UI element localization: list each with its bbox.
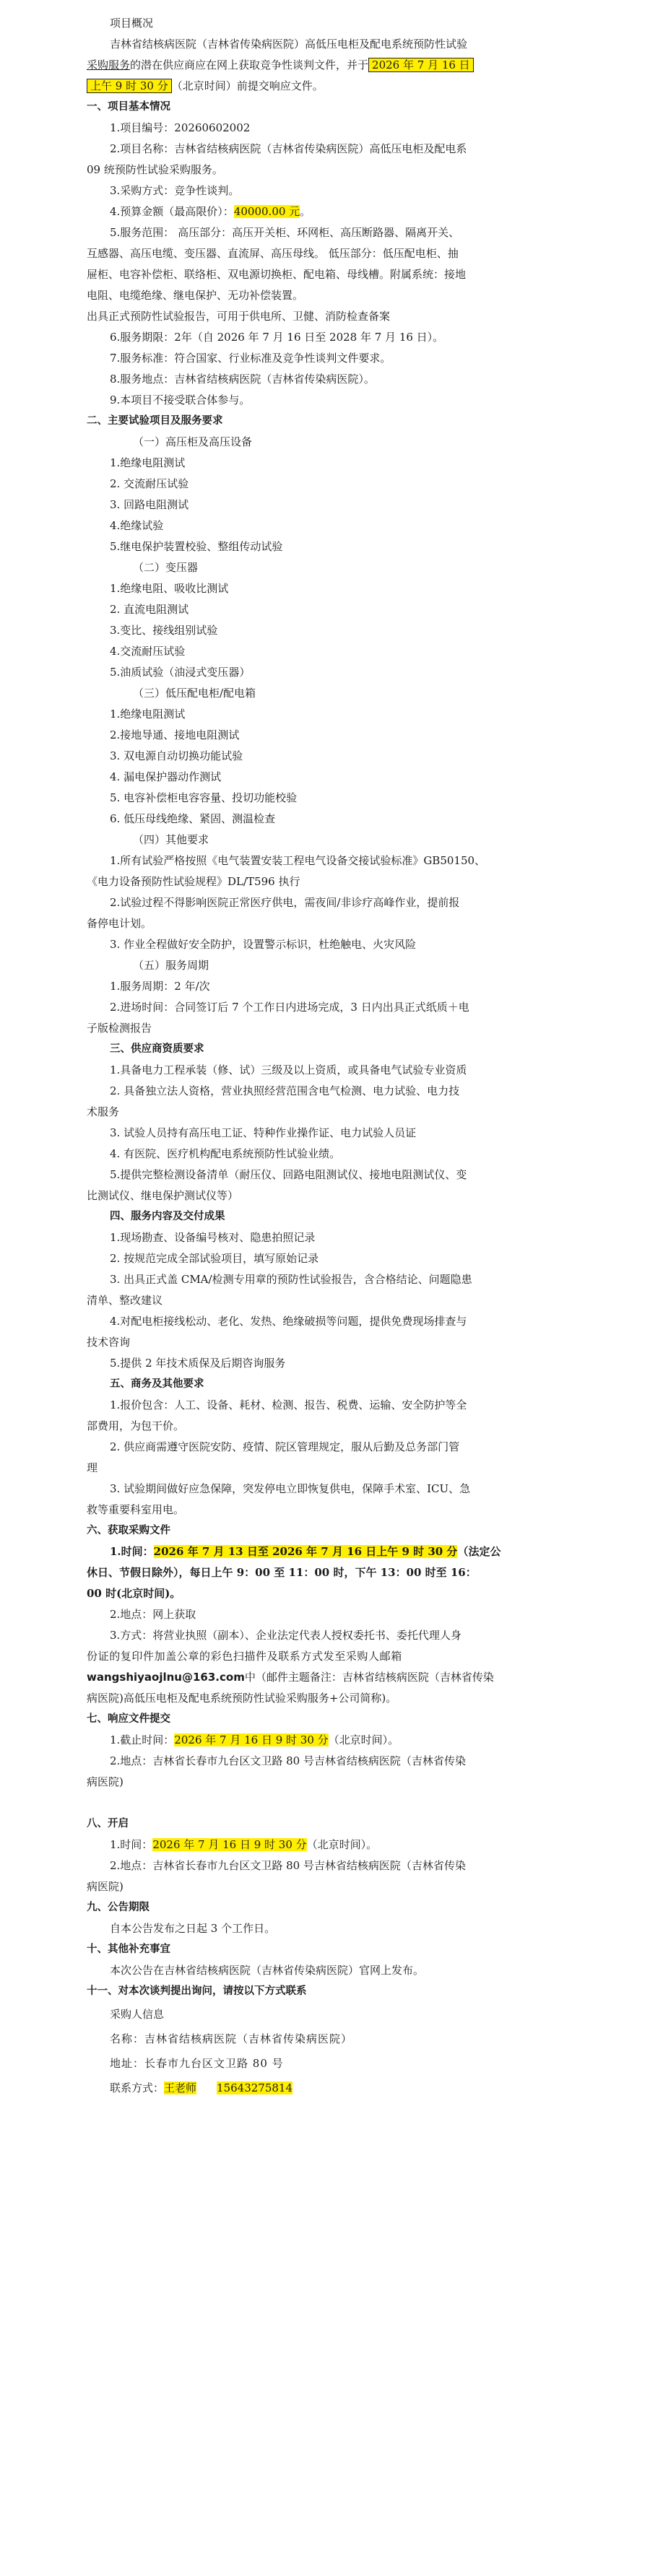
s3-line: 术服务 — [87, 1105, 120, 1118]
s6-method-3-text: 中（邮件主题备注：吉林省结核病医院（吉林省传染 — [244, 1671, 494, 1684]
overview-deadline-time: 上午 9 时 30 分 — [87, 79, 172, 93]
section-7-title: 七、响应文件提交 — [87, 1713, 170, 1725]
s2-g4-line: 3. 作业全程做好安全防护，设置警示标识，杜绝触电、火灾风险 — [110, 938, 417, 951]
s6-method-4: 病医院)高低压电柜及配电系统预防性试验采购服务+公司简称)。 — [87, 1692, 397, 1705]
s2-g3-item: 4. 漏电保护器动作测试 — [110, 770, 222, 783]
s2-g4-line: 1.所有试验严格按照《电气装置安装工程电气设备交接试验标准》GB50150、 — [110, 854, 486, 867]
s11-address: 地址：长春市九台区文卫路 80 号 — [110, 2057, 284, 2070]
s1-item-3: 3.采购方式：竞争性谈判。 — [110, 184, 240, 197]
s2-g3-item: 2.接地导通、接地电阻测试 — [110, 728, 240, 741]
s7-place-2: 病医院) — [87, 1775, 124, 1788]
s7-deadline-value: 2026 年 7 月 16 日 9 时 30 分 — [174, 1733, 329, 1746]
s8-time-note: （北京时间）。 — [306, 1838, 378, 1851]
s2-g1-item: 2. 交流耐压试验 — [110, 477, 189, 490]
s1-scope-2: 互感器、高压电缆、变压器、直流屏、高压母线。 低压部分：低压配电柜、抽 — [87, 247, 459, 260]
s2-g1-item: 1.绝缘电阻测试 — [110, 456, 186, 469]
s8-time — [87, 1835, 607, 1855]
s6-place: 2.地点：网上获取 — [110, 1608, 196, 1621]
section-9-title: 九、公告期限 — [87, 1902, 150, 1913]
contact-label: 联系方式： — [110, 2081, 165, 2094]
s4-line: 2. 按规范完成全部试验项目，填写原始记录 — [110, 1252, 319, 1265]
s8-time-value: 2026 年 7 月 16 日 9 时 30 分 — [152, 1838, 307, 1851]
s8-place-1: 2.地点：吉林省长春市九台区文卫路 80 号吉林省结核病医院（吉林省传染 — [110, 1859, 466, 1872]
s8-time-label: 1.时间： — [110, 1838, 153, 1851]
s4-line: 4.对配电柜接线松动、老化、发热、绝缘破损等问题，提供免费现场排查与 — [110, 1315, 467, 1328]
s4-line: 3. 出具正式盖 CMA/检测专用章的预防性试验报告，含合格结论、问题隐患 — [110, 1273, 472, 1286]
s2-g3-item: 6. 低压母线绝缘、紧固、测温检查 — [110, 812, 276, 825]
overview-line-3 — [87, 76, 607, 97]
s2-group-1-title: （一）高压柜及高压设备 — [133, 435, 253, 448]
s2-g2-item: 5.油质试验（油浸式变压器） — [110, 666, 251, 679]
section-3-title: 三、供应商资质要求 — [110, 1043, 204, 1055]
s3-line: 5.提供完整检测设备清单（耐压仪、回路电阻测试仪、接地电阻测试仪、变 — [110, 1168, 467, 1181]
overview-heading: 项目概况 — [110, 17, 154, 30]
budget-period: 。 — [300, 205, 311, 218]
s6-method-2: 份证的复印件加盖公章的彩色扫描件及联系方式发至采购人邮箱 — [87, 1650, 402, 1663]
s7-deadline — [87, 1730, 607, 1751]
s3-line: 3. 试验人员持有高压电工证、特种作业操作证、电力试验人员证 — [110, 1126, 417, 1139]
s1-item-8: 8.服务地点：吉林省结核病医院（吉林省传染病医院）。 — [110, 373, 375, 386]
s5-line: 2. 供应商需遵守医院安防、疫情、院区管理规定，服从后勤及总务部门管 — [110, 1440, 460, 1453]
s7-place-1: 2.地点：吉林省长春市九台区文卫路 80 号吉林省结核病医院（吉林省传染 — [110, 1754, 466, 1767]
s11-contact — [87, 2076, 607, 2100]
s2-g2-item: 4.交流耐压试验 — [110, 645, 186, 658]
overview-deadline-date: 2026 年 7 月 16 日 — [368, 58, 474, 72]
s6-time-line-2: 休日、节假日除外），每日上午 9：00 至 11：00 时，下午 13：00 时至 16： — [87, 1566, 477, 1579]
s3-line: 2. 具备独立法人资格，营业执照经营范围含电气检测、电力试验、电力技 — [110, 1084, 460, 1097]
overview-line-1: 吉林省结核病医院（吉林省传染病医院）高低压电柜及配电系统预防性试验 — [110, 38, 468, 51]
s2-g2-item: 2. 直流电阻测试 — [110, 603, 189, 616]
overview-line-2-text: 的潜在供应商应在网上获取竞争性谈判文件，并于 — [130, 58, 369, 71]
s1-item-1: 1.项目编号：20260602002 — [110, 121, 251, 134]
s2-g4-line: 《电力设备预防性试验规程》DL/T596 执行 — [87, 875, 300, 888]
s6-time-line-3: 00 时(北京时间)。 — [87, 1587, 181, 1600]
s2-g1-item: 5.继电保护装置校验、整组传动试验 — [110, 540, 283, 553]
s2-g5-line: 子版检测报告 — [87, 1022, 152, 1035]
s6-method-1: 3.方式：将营业执照（副本）、企业法定代表人授权委托书、委托代理人身 — [110, 1629, 462, 1642]
overview-line-3-text: （北京时间）前提交响应文件。 — [171, 79, 324, 92]
section-8-title: 八、开启 — [87, 1818, 129, 1829]
s2-group-5-title: （五）服务周期 — [133, 959, 209, 972]
s1-scope-4: 电阻、电缆绝缘、继电保护、无功补偿装置。 — [87, 289, 304, 302]
s2-g2-item: 1.绝缘电阻、吸收比测试 — [110, 582, 229, 595]
s6-method-3 — [87, 1667, 607, 1688]
s2-g3-item: 3. 双电源自动切换功能试验 — [110, 749, 243, 762]
s1-item-6: 6.服务期限：2年（自 2026 年 7 月 16 日至 2028 年 7 月 16 日）。 — [110, 331, 444, 344]
contact-phone: 15643275814 — [217, 2081, 293, 2094]
s4-line: 1.现场勘查、设备编号核对、隐患拍照记录 — [110, 1231, 316, 1244]
s3-line: 1.具备电力工程承装（修、试）三级及以上资质，或具备电气试验专业资质 — [110, 1063, 467, 1076]
s2-g3-item: 5. 电容补偿柜电容容量、投切功能校验 — [110, 791, 298, 804]
spacer — [87, 1793, 607, 1814]
s4-line: 清单、整改建议 — [87, 1294, 163, 1307]
s5-line: 救等重要科室用电。 — [87, 1503, 185, 1516]
s2-group-2-title: （二）变压器 — [133, 561, 199, 574]
section-11-title: 十一、对本次谈判提出询问，请按以下方式联系 — [87, 1985, 307, 1997]
s6-time-note: （法定公 — [457, 1545, 501, 1558]
s1-item-2: 2.项目名称：吉林省结核病医院（吉林省传染病医院）高低压电柜及配电系 — [110, 142, 467, 155]
s6-time — [87, 1541, 607, 1562]
s1-scope-3: 屉柜、电容补偿柜、联络柜、双电源切换柜、配电箱、母线槽。附属系统：接地 — [87, 268, 467, 281]
budget-value: 40000.00 元 — [233, 205, 300, 218]
s9-text: 自本公告发布之日起 3 个工作日。 — [110, 1922, 276, 1935]
budget-label: 4.预算金额（最高限价）： — [110, 205, 234, 218]
s2-g2-item: 3.变比、接线组别试验 — [110, 624, 218, 637]
section-6-title: 六、获取采购文件 — [87, 1525, 170, 1536]
s2-g3-item: 1.绝缘电阻测试 — [110, 708, 186, 721]
s2-group-4-title: （四）其他要求 — [133, 833, 209, 846]
s11-subtitle: 采购人信息 — [110, 2008, 165, 2021]
s5-line: 1.报价包含：人工、设备、耗材、检测、报告、税费、运输、安全防护等全 — [110, 1398, 467, 1411]
s6-time-range: 2026 年 7 月 13 日至 2026 年 7 月 16 日上午 9 时 30 分 — [153, 1545, 458, 1558]
s5-line: 3. 试验期间做好应急保障，突发停电立即恢复供电，保障手术室、ICU、急 — [110, 1482, 471, 1495]
s4-line: 技术咨询 — [87, 1336, 131, 1349]
purchaser-email[interactable]: wangshiyaojlnu@163.com — [87, 1671, 245, 1684]
s1-item-9: 9.本项目不接受联合体参与。 — [110, 393, 251, 406]
s8-place-2: 病医院) — [87, 1880, 124, 1893]
section-5-title: 五、商务及其他要求 — [110, 1378, 204, 1390]
s2-g1-item: 4.绝缘试验 — [110, 519, 164, 532]
s4-line: 5.提供 2 年技术质保及后期咨询服务 — [110, 1357, 286, 1370]
contact-name: 王老师 — [164, 2081, 197, 2094]
s1-scope-1: 5.服务范围： 高压部分：高压开关柜、环网柜、高压断路器、隔离开关、 — [110, 226, 460, 239]
s3-line: 4. 有医院、医疗机构配电系统预防性试验业绩。 — [110, 1147, 341, 1160]
s1-scope-tail: 出具正式预防性试验报告，可用于供电所、卫健、消防检查备案 — [87, 310, 391, 323]
overview-service-name: 采购服务 — [87, 58, 131, 71]
s2-g4-line: 备停电计划。 — [87, 917, 152, 930]
section-1-title: 一、项目基本情况 — [87, 101, 170, 113]
s2-g1-item: 3. 回路电阻测试 — [110, 498, 189, 511]
s5-line: 部费用，为包干价。 — [87, 1419, 185, 1432]
s2-g5-line: 1.服务周期：2 年/次 — [110, 980, 210, 993]
s1-budget — [87, 201, 607, 222]
s10-text: 本次公告在吉林省结核病医院（吉林省传染病医院）官网上发布。 — [110, 1964, 425, 1977]
section-2-title: 二、主要试验项目及服务要求 — [87, 415, 223, 427]
section-10-title: 十、其他补充事宜 — [87, 1944, 170, 1955]
s2-g4-line: 2.试验过程不得影响医院正常医疗供电，需夜间/非诊疗高峰作业，提前报 — [110, 896, 460, 909]
s2-group-3-title: （三）低压配电柜/配电箱 — [133, 687, 256, 700]
overview-line-2 — [87, 55, 607, 76]
s6-time-label: 1.时间： — [110, 1545, 154, 1558]
s11-name: 名称：吉林省结核病医院（吉林省传染病医院） — [110, 2032, 353, 2045]
s7-deadline-label: 1.截止时间： — [110, 1733, 175, 1746]
s1-item-7: 7.服务标准：符合国家、行业标准及竞争性谈判文件要求。 — [110, 352, 391, 365]
section-4-title: 四、服务内容及交付成果 — [110, 1211, 225, 1222]
announcement-document — [87, 13, 607, 2100]
s2-g5-line: 2.进场时间：合同签订后 7 个工作日内进场完成，3 日内出具正式纸质＋电 — [110, 1001, 469, 1014]
s1-item-2-cont: 09 统预防性试验采购服务。 — [87, 163, 223, 176]
s5-line: 理 — [87, 1461, 98, 1474]
s3-line: 比测试仪、继电保护测试仪等） — [87, 1189, 239, 1202]
s7-deadline-note: （北京时间）。 — [328, 1733, 399, 1746]
